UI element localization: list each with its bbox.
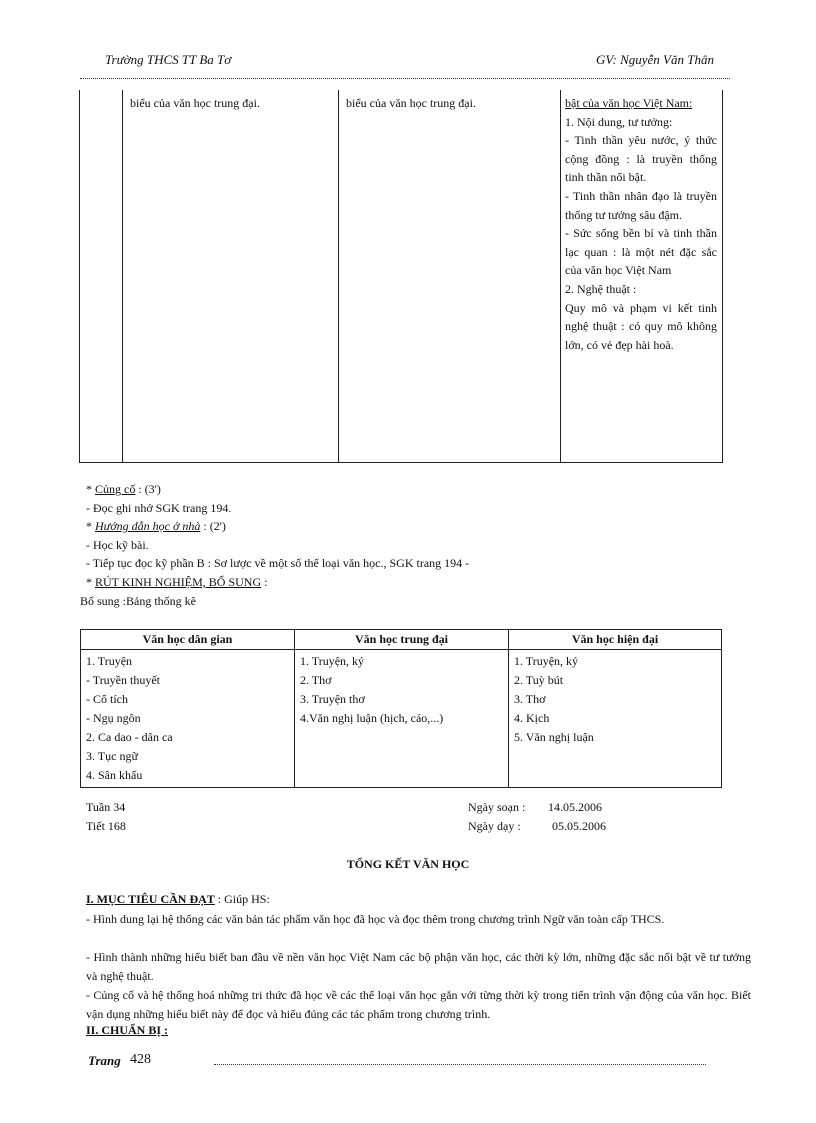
- summary-line: - Tinh thần yêu nước, ý thức cộng đồng : là truyền thống tinh thần nổi bật.: [565, 133, 717, 185]
- objective-3: - Củng cố và hệ thống hoá những tri thức đã học về các thể loại văn học gắn với từng thời kỳ trong tiến trình vận động của văn học. Biết vận dụng những hiểu biết này để đọc và hiểu đúng các tác phẩm trong chương trình.: [86, 988, 751, 1021]
- prep-label: Ngày soạn :: [468, 800, 526, 814]
- column-divider: [122, 90, 123, 462]
- teach-date: 05.05.2006: [552, 819, 606, 833]
- objective-2: - Hình thành những hiểu biết ban đầu về nền văn học Việt Nam các bộ phận văn học, các thời kỳ lớn, những đặc sắc nổi bật về tư tưởng và nghệ thuật.: [86, 950, 751, 983]
- table-cell: 1. Truyện, ký 2. Tuỳ bút 3. Thơ 4. Kịch 5. Văn nghị luận: [509, 650, 722, 788]
- school-name: Trường THCS TT Ba Tơ: [105, 52, 232, 67]
- text-line: - Học kỹ bài.: [86, 538, 149, 552]
- bo-sung-line: Bổ sung :Bảng thống kê: [80, 594, 196, 608]
- period: Tiết 168: [86, 819, 126, 833]
- column-header: Văn học trung đại: [295, 630, 509, 650]
- text-line: - Tiếp tục đọc kỹ phần B : Sơ lược về một số thể loại văn học., SGK trang 194 -: [86, 556, 470, 570]
- literature-stats-table: [80, 629, 722, 788]
- content-table: [79, 90, 723, 463]
- section-2-heading: II. CHUẨN BỊ :: [86, 1023, 169, 1037]
- column-divider: [338, 90, 339, 462]
- footer-divider: [214, 1064, 706, 1065]
- page-number: 428: [130, 1052, 151, 1067]
- rut-kinh-nghiem-line: * RÚT KINH NGHIỆM, BỔ SUNG :: [86, 575, 268, 589]
- table-cell: biểu của văn học trung đại.: [346, 96, 476, 110]
- header-divider: [80, 78, 730, 79]
- text-line: - Đọc ghi nhớ SGK trang 194.: [86, 501, 232, 515]
- teach-label: Ngày dạy :: [468, 819, 521, 833]
- summary-cell: [565, 94, 717, 354]
- summary-line: 2. Nghệ thuật :: [565, 281, 637, 296]
- summary-line: - Sức sống bền bỉ và tinh thần lạc quan : là một nét đặc sắc của văn học Việt Nam: [565, 226, 717, 278]
- summary-line: 1. Nội dung, tư tưởng:: [565, 114, 673, 129]
- summary-line: bật của văn học Việt Nam:: [565, 96, 693, 110]
- summary-line: - Tinh thần nhân đạo là truyền thống tư tưởng sâu đậm.: [565, 188, 717, 222]
- huong-dan-line: * Hướng dẫn học ở nhà : (2'): [86, 519, 226, 533]
- table-cell: 1. Truyện - Truyền thuyết - Cổ tích - Ngụ ngôn 2. Ca dao - dân ca 3. Tục ngữ 4. Sân khấu: [81, 650, 295, 788]
- prep-date: 14.05.2006: [548, 800, 602, 814]
- section-1-heading: I. MỤC TIÊU CẦN ĐẠT : Giúp HS:: [86, 892, 270, 906]
- column-header: Văn học dân gian: [81, 630, 295, 650]
- teacher-name: GV: Nguyễn Văn Thân: [596, 52, 714, 67]
- column-header: Văn học hiện đại: [509, 630, 722, 650]
- lesson-title: TỔNG KẾT VĂN HỌC: [346, 857, 470, 871]
- week: Tuần 34: [86, 800, 126, 814]
- cung-co-line: * Củng cố : (3'): [86, 482, 161, 496]
- summary-line: Quy mô và phạm vi kết tinh nghệ thuật : có quy mô không lớn, có vẻ đẹp hài hoà.: [565, 300, 717, 352]
- table-cell: biểu của văn học trung đại.: [130, 96, 260, 110]
- table-cell: 1. Truyện, ký 2. Thơ 3. Truyện thơ 4.Văn nghị luận (hịch, cáo,...): [295, 650, 509, 788]
- column-divider: [560, 90, 561, 462]
- page-label: Trang: [88, 1053, 121, 1068]
- objective-1: - Hình dung lại hệ thống các văn bản tác phẩm văn học đã học và đọc thêm trong chương trình Ngữ văn toàn cấp THCS.: [86, 912, 665, 926]
